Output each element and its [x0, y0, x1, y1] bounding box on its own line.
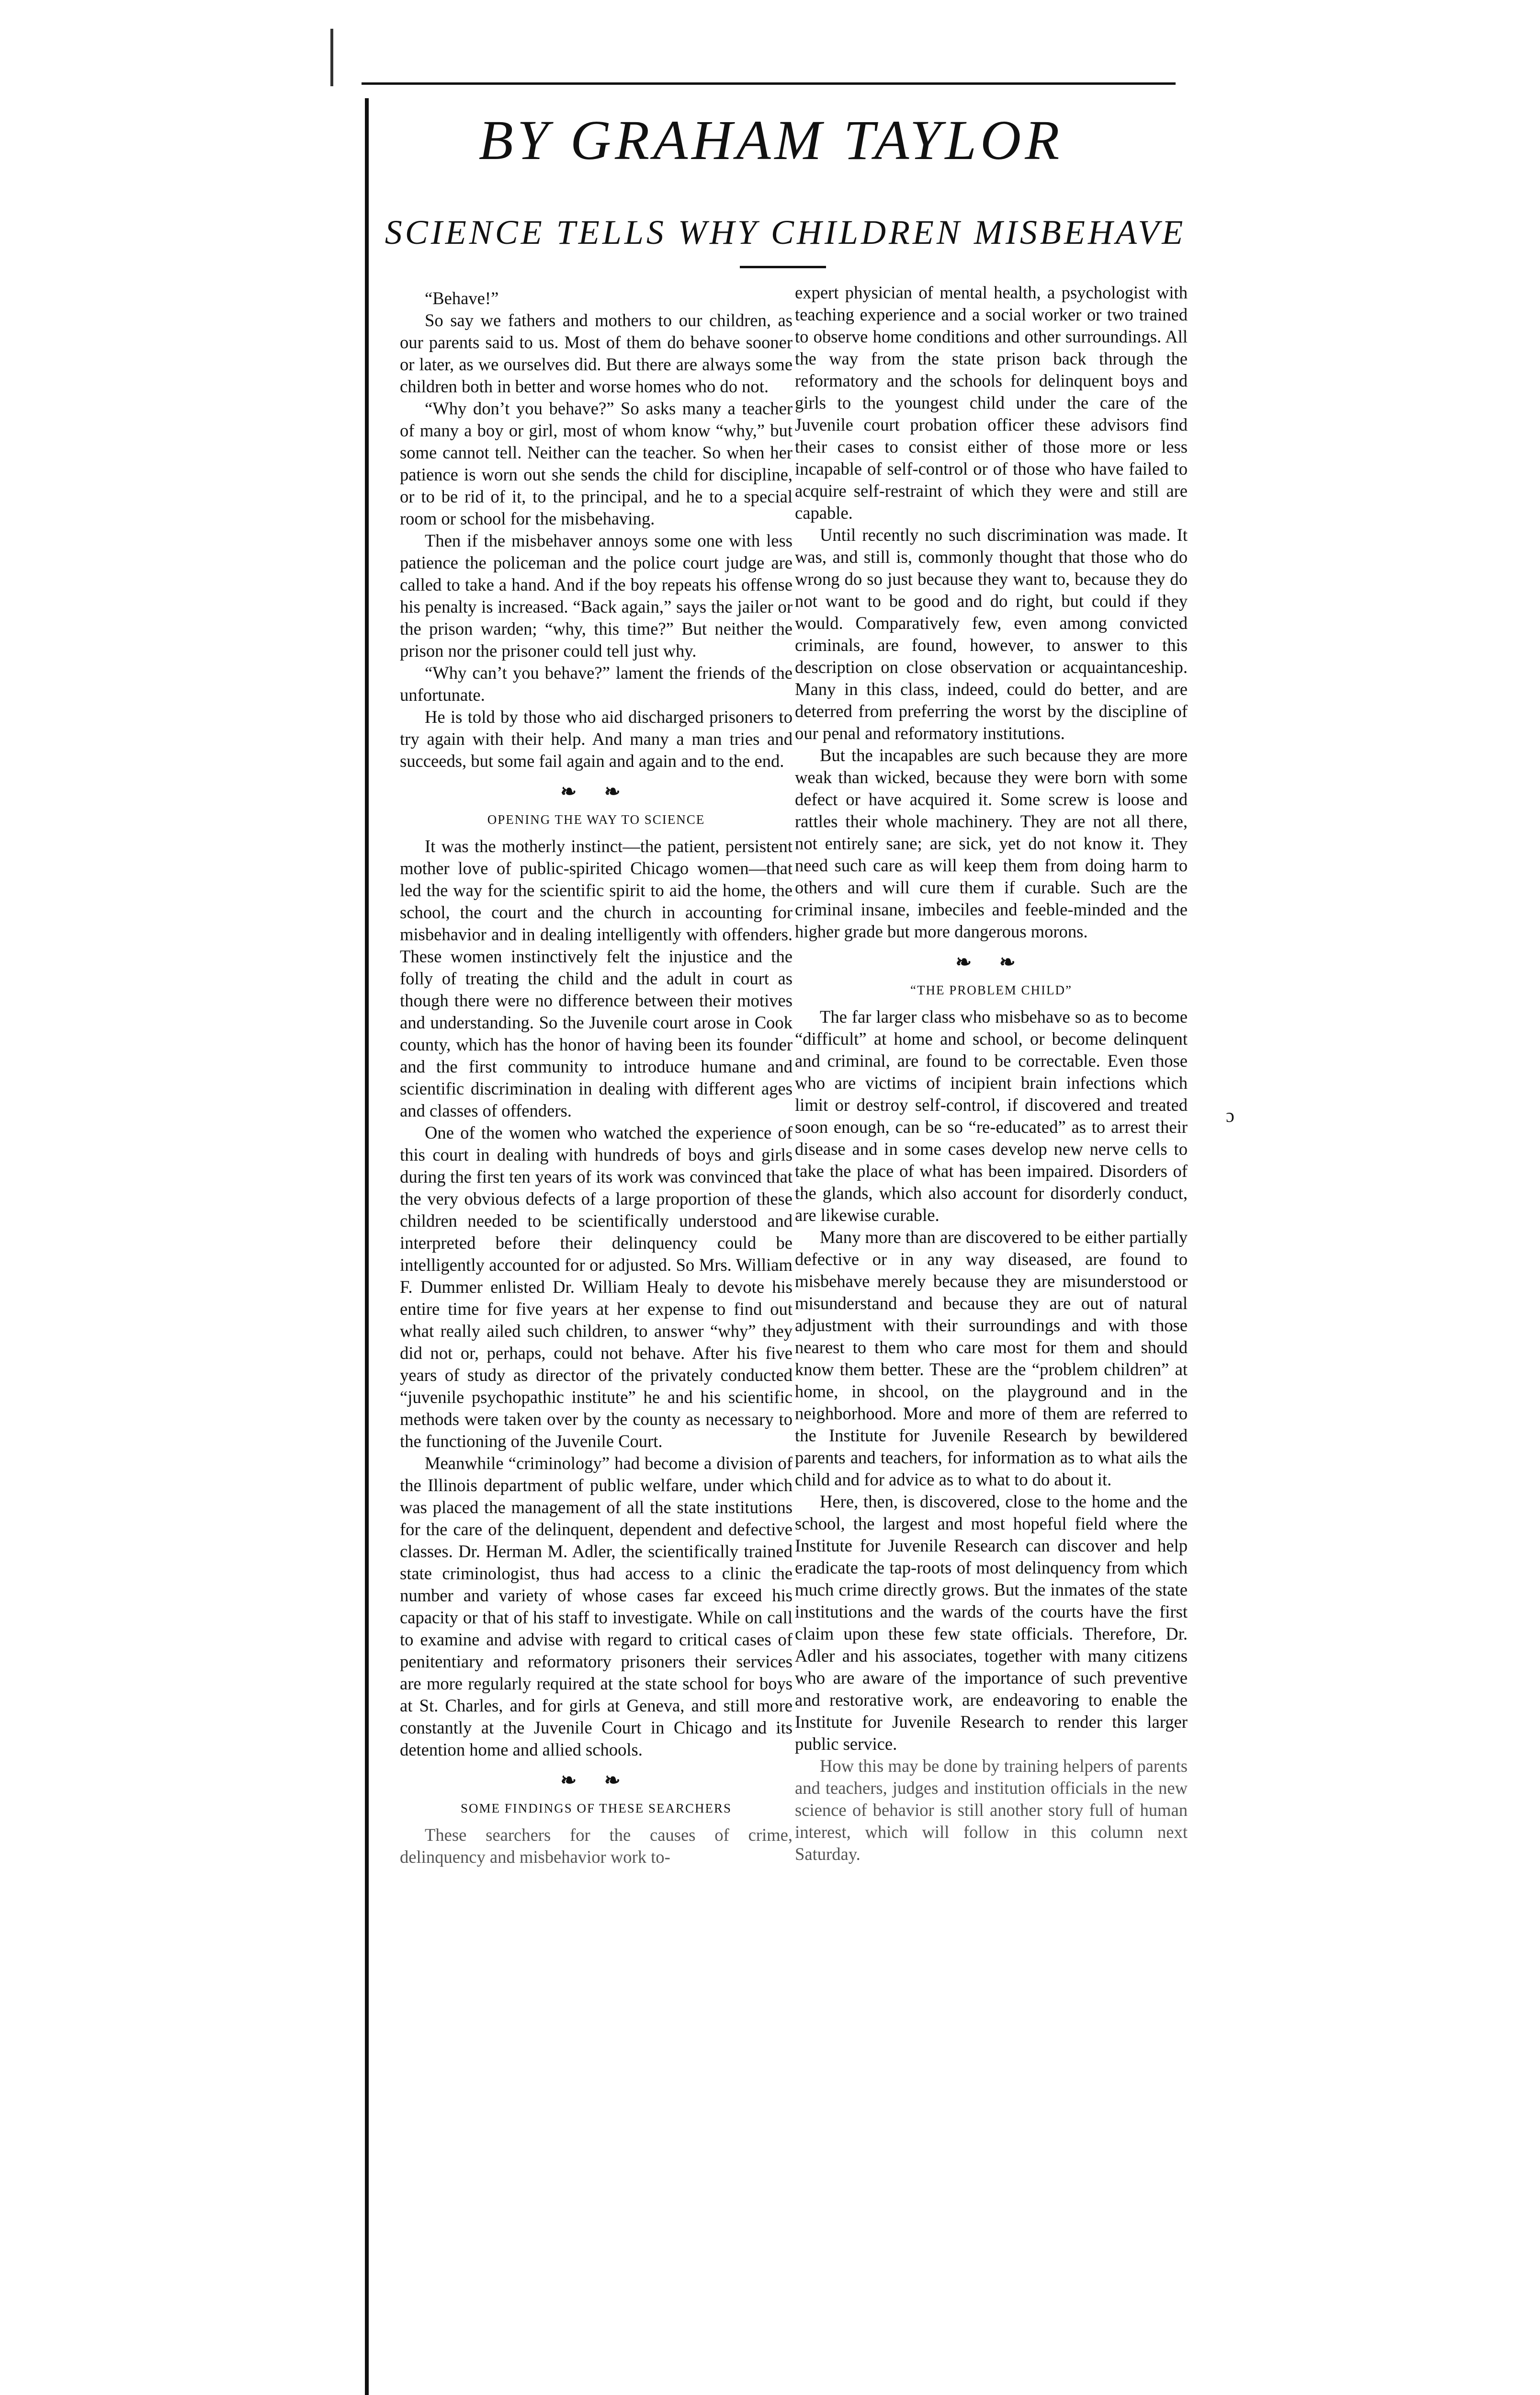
column-masthead: BY GRAHAM TAYLOR — [478, 109, 1064, 171]
article-column-right — [795, 282, 1188, 1865]
section-ornament: ❧ ❧ — [955, 951, 1027, 973]
top-rule — [362, 82, 1176, 85]
paragraph: The far larger class who misbehave so as to become “difficult” at home and school, or become delinquent and criminal, are found to be correctable. Even those who are victims of incipient brain infections which limit or destroy self-control, if discovered and treated soon enough, can be so “re-educated” as to arrest their disease and in some cases develop new nerve cells to take the place of what has been impaired. Disorders of the glands, which also account for disorderly conduct, are likewise curable. — [795, 1007, 1188, 1225]
paragraph: These searchers for the causes of crime, delinquency and misbehavior work to- — [400, 1825, 793, 1867]
scan-edge-mark — [330, 29, 333, 86]
paragraph: How this may be done by training helpers of parents and teachers, judges and institution officials in the new science of behavior is still another story full of human interest, which will follow in this column next Saturday. — [795, 1756, 1188, 1864]
paragraph-continued: expert physician of mental health, a psychologist with teaching experience and a social worker or two trained to observe home conditions and other surroundings. All the way from the state prison back through the reformatory and the schools for delinquent boys and girls to the youngest child under the care of the Juvenile court probation officer these advisors find their cases to consist either of those more or less incapable of self-control or of those who have failed to acquire self-restraint of which they were and still are capable. — [795, 283, 1188, 523]
subhead-problem-child: “THE PROBLEM CHILD” — [910, 983, 1072, 997]
article-column-left — [400, 287, 793, 1868]
paragraph: One of the women who watched the experience of this court in dealing with hundreds of boys and girls during the first ten years of its work was convinced that the very obvious defects of a large proportion of these children needed to be scientifically understood and interpreted before their delinquency could be intelligently accounted for or adjusted. So Mrs. William F. Dummer enlisted Dr. William Healy to devote his entire time for five years at her expense to find out what really ailed such children, to answer “why” they did not or, perhaps, could not behave. After his five years of study as director of the privately conducted “juvenile psychopathic institute” he and his scientific methods were taken over by the county as necessary to the functioning of the Juvenile Court. — [400, 1123, 793, 1451]
paragraph: He is told by those who aid discharged prisoners to try again with their help. And many a man tries and succeeds, but some fail again and again and to the end. — [400, 707, 793, 771]
section-ornament: ❧ ❧ — [560, 781, 632, 802]
article-headline: SCIENCE TELLS WHY CHILDREN MISBEHAVE — [385, 213, 1186, 251]
paragraph: Then if the misbehaver annoys some one with less patience the policeman and the police court judge are called to take a hand. And if the boy repeats his offense his penalty is increased. “Back again,” says the jailer or the prison warden; “why, this time?” But neither the prison nor the prisoner could tell just why. — [400, 531, 793, 661]
paragraph: “Why can’t you behave?” lament the friends of the unfortunate. — [400, 663, 793, 705]
subhead-some-findings: SOME FINDINGS OF THESE SEARCHERS — [460, 1801, 732, 1815]
paragraph: Here, then, is discovered, close to the home and the school, the largest and most hopeful field where the Institute for Juvenile Research can discover and help eradicate the tap-roots of most delinquency from which much crime directly grows. But the inmates of the state institutions and the wards of the courts have the first claim upon these few state officials. Therefore, Dr. Adler and his associates, together with many citizens who are aware of the importance of such preventive and restorative work, are endeavoring to enable the Institute for Juvenile Research to render this larger public service. — [795, 1492, 1188, 1754]
paragraph: Meanwhile “criminology” had become a division of the Illinois department of public welfare, under which was placed the management of all the state institutions for the care of the delinquent, dependent and defective classes. Dr. Herman M. Adler, the scientifically trained state criminologist, thus had access to a clinic the number and variety of whose cases far exceed his capacity or that of his staff to investigate. While on call to examine and advise with regard to critical cases of penitentiary and reformatory prisoners their services are more regularly required at the state school for boys at St. Charles, and for girls at Geneva, and still more constantly at the Juvenile Court in Chicago and its detention home and allied schools. — [400, 1453, 793, 1759]
paragraph: So say we fathers and mothers to our children, as our parents said to us. Most of them do behave sooner or later, as we ourselves did. But there are always some children both in better and worse homes who do not. — [400, 310, 793, 396]
paragraph: Until recently no such discrimination was made. It was, and still is, commonly thought that those who do wrong do so just because they want to, because they do not want to be good and do right, but could if they would. Comparatively few, even among convicted criminals, are found, however, to answer to this description on close observation or acquaintanceship. Many in this class, indeed, could do better, and are deterred from preferring the worst by the discipline of our penal and reformatory institutions. — [795, 525, 1188, 743]
headline-rule — [740, 266, 826, 268]
paragraph: It was the motherly instinct—the patient, persistent mother love of public-spirited Chicago women—that led the way for the scientific spirit to aid the home, the school, the court and the church in accounting for misbehavior and in dealing intelligently with offenders. These women instinctively felt the injustice and the folly of treating the child and the adult in court as though there were no difference between their motives and understanding. So the Juvenile court arose in Cook county, which has the honor of having been its founder and the first community to introduce humane and scientific discrimination in dealing with different ages and classes of offenders. — [400, 836, 793, 1120]
paragraph: “Behave!” — [425, 288, 499, 308]
paragraph: “Why don’t you behave?” So asks many a teacher of many a boy or girl, most of whom know “why,” but some cannot tell. Neither can the teacher. So when her patience is worn out she sends the child for discipline, or to be rid of it, to the principal, and he to a special room or school for the misbehaving. — [400, 399, 793, 528]
margin-mark: ɔ — [1226, 1105, 1234, 1126]
paragraph: Many more than are discovered to be either partially defective or in any way diseased, are found to misbehave merely because they are misunderstood or misunderstand and because they are out of natural adjustment with their surroundings and with those nearest to them who care most for them and should know them better. These are the “problem children” at home, in shcool, on the playground and in the neighborhood. More and more of them are referred to the Institute for Juvenile Research by bewildered parents and teachers, for information as to what ails the child and for advice as to what to do about it. — [795, 1227, 1188, 1489]
paragraph: But the incapables are such because they are more weak than wicked, because they were born with some defect or have acquired it. Some screw is loose and rattles their whole machinery. They are not all there, not entirely sane; are sick, yet do not know it. They need such care as will keep them from doing harm to others and will cure them if curable. Such are the criminal insane, imbeciles and feeble-minded and the higher grade but more dangerous morons. — [795, 745, 1188, 941]
left-column-rule — [365, 98, 369, 2395]
section-ornament: ❧ ❧ — [560, 1769, 632, 1791]
subhead-opening-the-way: OPENING THE WAY TO SCIENCE — [487, 812, 705, 827]
